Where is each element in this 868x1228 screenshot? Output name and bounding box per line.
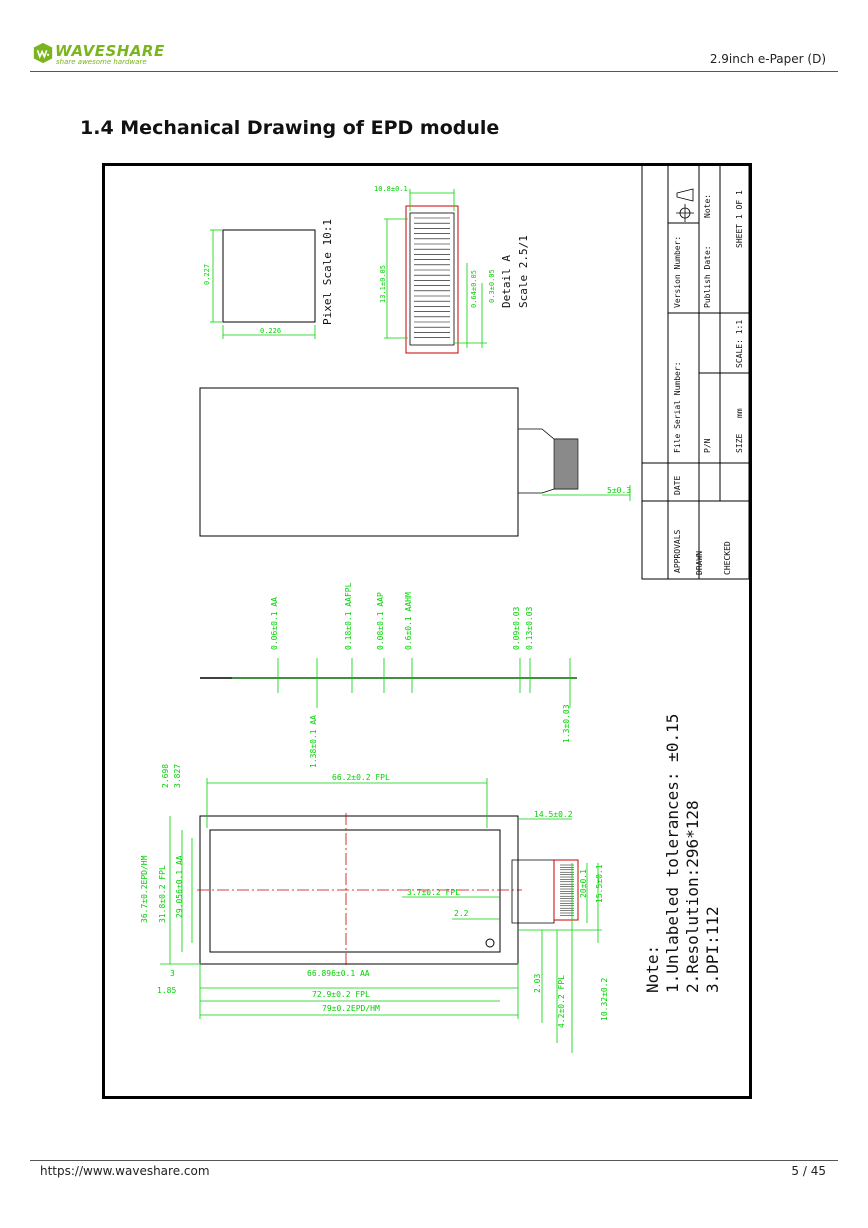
detail-pitch-dim: 0.64±0.05 [470,270,478,308]
front-dim-10: 10.32±0.2 [600,977,609,1021]
front-height-epd: 36.7±0.2EPD/HM [140,855,149,923]
note-tolerance: 1.Unlabeled tolerances: ±0.15 [663,713,682,993]
front-width-185: 1.85 [157,986,177,995]
front-dim-42: 4.2±0.2 FPL [557,975,566,1028]
projection-symbol-icon [676,189,694,222]
front-view [140,764,609,1053]
side-dim-8: 1.3±0.03 [562,704,571,743]
front-left-a: 2.698 [161,763,170,788]
tb-size: SIZE [735,433,744,453]
title-block [642,165,749,579]
pixel-scale-label: Pixel Scale 10:1 [321,219,334,325]
front-dim-203: 2.03 [533,973,542,993]
front-width-aa: 66.896±0.1 AA [307,969,370,978]
detail-total-dim: 13.1±0.05 [379,265,387,303]
front-fpl-offset: 3.7±0.2 FPL [407,888,460,897]
front-width-3: 3 [170,969,175,978]
footer-url[interactable]: https://www.waveshare.com [40,1164,210,1178]
front-conn-height: 20±0.1 [579,869,588,898]
tb-note: Note: [703,193,712,218]
notes [643,714,722,993]
pixel-width-dim: 0.226 [260,327,282,335]
detail-lead-dim: 0.3±0.05 [488,269,496,303]
tb-publish-date: Publish Date: [703,245,712,308]
tb-size-unit: mm [735,408,744,418]
tb-checked: CHECKED [723,541,732,575]
fpc-length-dim: 5±0.3 [607,486,632,495]
tb-scale: SCALE: 1:1 [735,319,744,368]
side-dim-3: 0.08±0.1 AAP [376,592,385,650]
notes-title: Note: [643,944,662,993]
page-number: 5 / 45 [791,1164,826,1178]
tb-drawn: DRAWN [695,550,704,575]
side-dim-6: 0.09±0.03 [512,606,521,650]
side-dim-1: 0.06±0.1 AA [270,597,279,650]
side-dim-2: 0.18±0.1 AAFPL [344,582,353,650]
brand-tagline: share awesome hardware [56,58,147,66]
side-dim-5: 1.38±0.1 AA [309,715,318,768]
note-resolution: 2.Resolution:296*128 [683,800,702,993]
front-dim-2-2: 2.2 [454,909,469,918]
detail-a-label: Detail A [500,255,513,308]
tb-file-serial: File Serial Number: [673,361,682,453]
front-fpc-width: 14.5±0.2 [534,810,573,819]
note-dpi: 3.DPI:112 [703,906,722,993]
front-top-fpl: 66.2±0.2 FPL [332,773,390,782]
waveshare-logo-icon [32,42,54,64]
front-width-epd: 79±0.2EPD/HM [322,1004,380,1013]
header-divider [30,71,838,72]
back-view [200,388,631,536]
tb-sheet: SHEET 1 OF 1 [735,190,744,248]
side-view [200,582,577,768]
tb-version: Version Number: [673,235,682,308]
tb-date: DATE [673,475,682,495]
pixel-height-dim: 0.227 [203,263,211,285]
front-left-b: 3.827 [173,763,182,788]
tb-pn: P/N [703,438,712,453]
front-height-fpl: 31.8±0.2 FPL [158,865,167,923]
section-title: 1.4 Mechanical Drawing of EPD module [80,117,500,139]
front-conn-width: 15.5±0.1 [595,864,604,903]
pixel-detail [203,219,334,339]
detail-a-scale: Scale 2.5/1 [517,235,530,308]
mechanical-drawing [102,163,752,1099]
detail-a [374,185,530,353]
side-dim-7: 0.13±0.03 [525,606,534,650]
document-title: 2.9inch e-Paper (D) [709,52,826,66]
front-height-aa: 29.056±0.1 AA [175,855,184,918]
footer-divider [30,1160,838,1161]
detail-width-dim: 10.8±0.1 [374,185,408,193]
brand-name: WAVESHARE [55,42,165,60]
front-width-fpl: 72.9±0.2 FPL [312,990,370,999]
tb-approvals: APPROVALS [673,529,682,573]
side-dim-4: 0.6±0.1 AAHM [404,592,413,650]
